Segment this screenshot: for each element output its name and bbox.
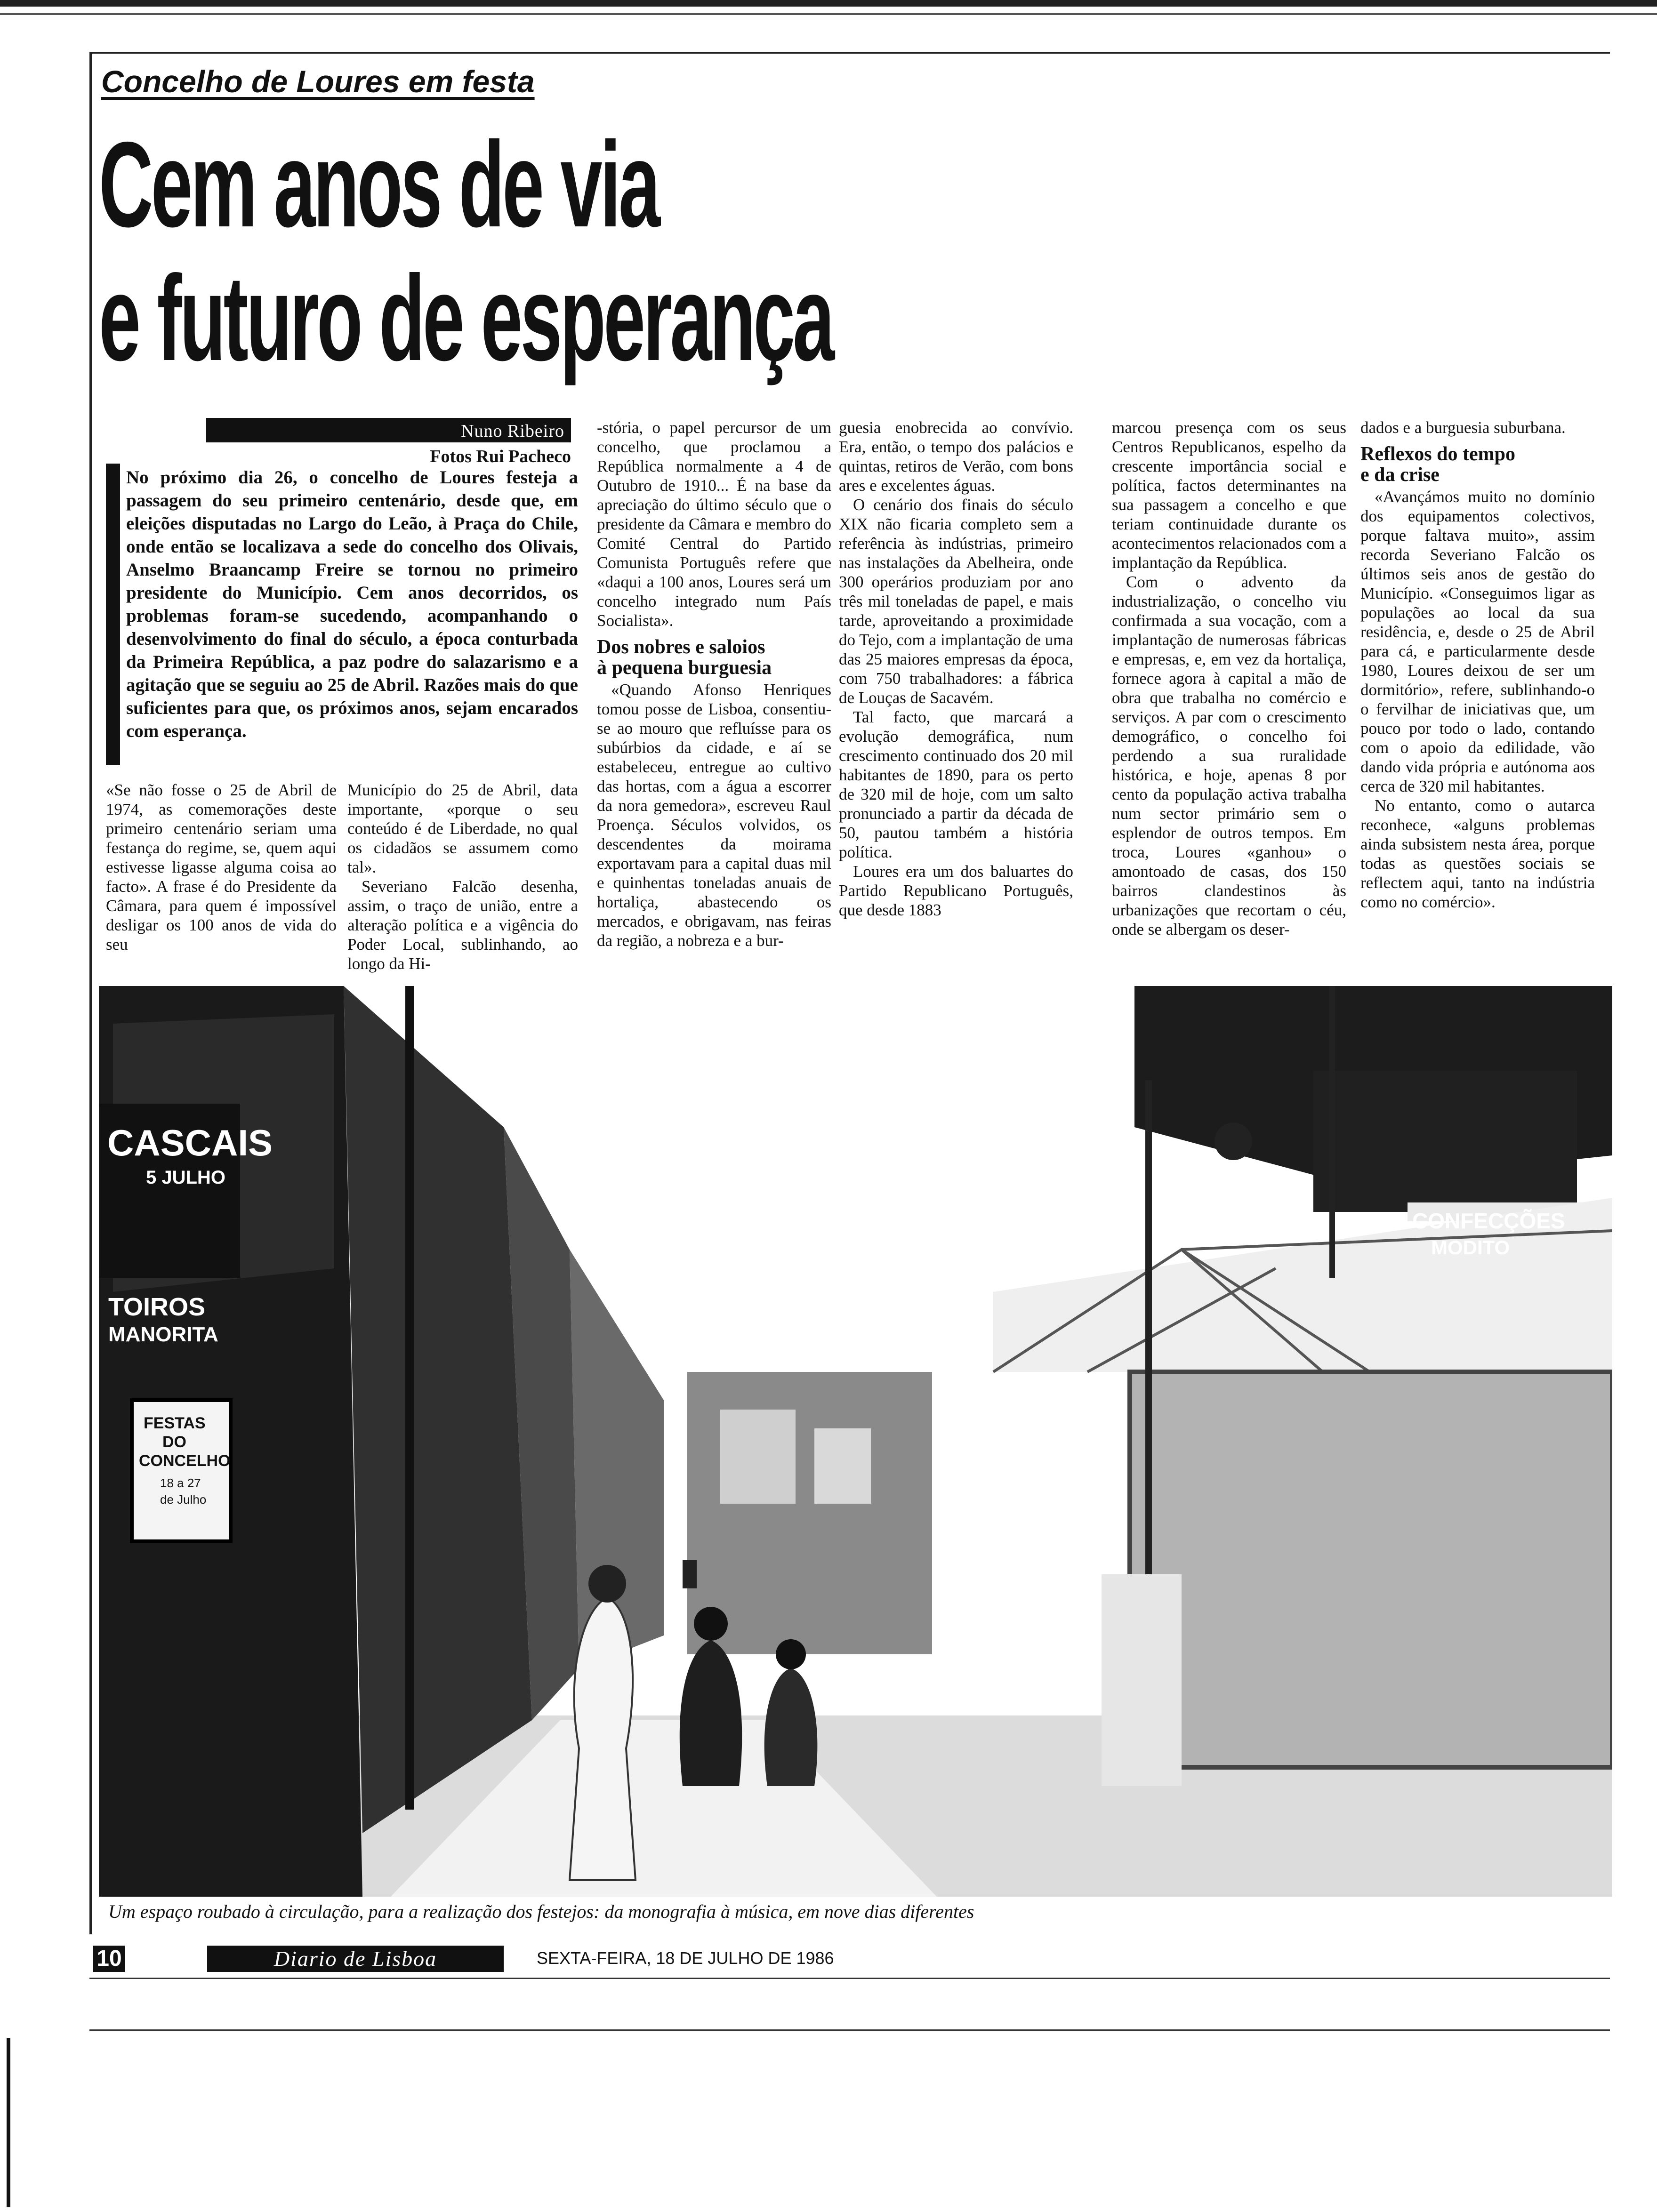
headline-line-1: Cem anos de via [99, 116, 659, 252]
street-photo [99, 986, 1612, 1897]
body-column-1b [347, 780, 578, 973]
subhead-line-1: Reflexos do tempo [1360, 443, 1515, 465]
poster-text: de Julho [160, 1492, 207, 1507]
poster-text: 18 a 27 [160, 1476, 201, 1490]
issue-date: SEXTA-FEIRA, 18 DE JULHO DE 1986 [537, 1948, 834, 1968]
body-paragraph: Tal facto, que marcará a evolução demográfica, num crescimento continuado dos 20 mil habitantes de 1890, para os perto de 320 mil de hoje, com um salto pronunciado a partir da década de 50, pautou também a história política. [839, 708, 1073, 861]
photo-credit: Fotos Rui Pacheco [430, 447, 571, 466]
subhead [1360, 444, 1595, 485]
footer-rule [89, 1978, 1610, 1979]
poster-text: FESTAS [144, 1414, 206, 1432]
headline-line-2: e futuro de esperança [99, 250, 833, 386]
body-paragraph: dados e a burguesia suburbana. [1360, 418, 1566, 437]
poster-text: DO [162, 1433, 186, 1451]
bottom-rule [89, 2029, 1610, 2031]
byline-author: Nuno Ribeiro [461, 421, 564, 441]
body-paragraph: «Quando Afonso Henriques tomou posse de Lisboa, consentiu-se ao mouro que refluísse para os subúrbios da cidade, e aí se estabeleceu, entregue ao cultivo das hortas, com a água a escorrer da nora gemedora», escreveu Raul Proença. Séculos volvidos, os descendentes da moirama exportavam para a capital duas mil e quinhentas toneladas anuais de hortaliça, abastecendo os mercados, e obrigavam, nas feiras da região, a nobreza e a bur- [597, 681, 831, 950]
lead-marker [106, 464, 120, 765]
body-paragraph: No entanto, como o autarca reconhece, «alguns problemas ainda subsistem nesta área, porque todas as questões sociais se reflectem aqui, tanto na indústria como no comércio». [1360, 796, 1595, 911]
photo-sign-text: TOIROS [108, 1293, 206, 1321]
subhead [597, 637, 831, 678]
poster-text: CONCELHO [139, 1452, 231, 1470]
subhead-line-1: Dos nobres e saloios [597, 636, 765, 658]
body-column-3 [839, 418, 1073, 920]
headline [99, 118, 832, 385]
page-footer [89, 1942, 834, 1976]
photo-sign-text: 5 JULHO [146, 1167, 225, 1188]
subhead-line-2: e da crise [1360, 464, 1440, 486]
byline-bar [206, 418, 571, 442]
body-column-5 [1360, 418, 1595, 912]
body-paragraph: «Se não fosse o 25 de Abril de 1974, as comemorações deste primeiro centenário seriam uma festança do regime, se, quem aqui estivesse ligasse alguma coisa ao facto». A frase é do Presidente da Câmara, para quem é impossível desligar os 100 anos de vida do seu [106, 781, 337, 954]
body-paragraph: -stória, o papel percursor de um concelho, que proclamou a República normalmente a 4 de Outubro de 1910... É na base da apreciação do último século que o presidente da Câmara e membro do Comité Central do Partido Comunista Português refere que «daqui a 100 anos, Loures será um concelho integrado num País Socialista». [597, 418, 831, 630]
photo-caption: Um espaço roubado à circulação, para a realização dos festejos: da monografia à música, em nove dias diferentes [108, 1901, 974, 1922]
lead-paragraph: No próximo dia 26, o concelho de Loures festeja a passagem do seu primeiro centenário, desde que, em eleições disputadas no Largo do Leão, à Praça do Chile, onde então se localizava a sede do concelho dos Olivais, Anselmo Braancamp Freire se tornou no primeiro presidente do Município. Cem anos decorridos, os problemas foram-se sucedendo, acompanhando o desenvolvimento do final do século, a época conturbada da Primeira República, a paz podre do salazarismo e a agitação que se seguiu ao 25 de Abril. Razões mais do que suficientes para que, os próximos anos, sejam encarados com esperança. [126, 467, 578, 741]
kicker: Concelho de Loures em festa [101, 64, 535, 99]
photo-sign-text: MODITO [1431, 1236, 1510, 1258]
body-paragraph: Município do 25 de Abril, data importante, «porque o seu conteúdo é de Liberdade, no qual os cidadãos se assumem como tal». [347, 781, 578, 876]
body-column-2 [597, 418, 831, 950]
page-number: 10 [93, 1946, 125, 1972]
newspaper-name: Diario de Lisboa [207, 1946, 504, 1972]
top-rule-thin [0, 13, 1657, 15]
body-column-1a [106, 780, 337, 954]
scan-edge-mark [7, 2038, 10, 2207]
body-paragraph: O cenário dos finais do século XIX não ficaria completo sem a referência às indústrias, primeiro nas instalações da Abelheira, onde 300 operários produziam por ano três mil toneladas de papel, e mais tarde, aproveitando a proximidade do Tejo, com a implantação de uma das 25 maiores empresas da época, com 750 trabalhadores: a fábrica de Louças de Sacavém. [839, 496, 1073, 707]
body-paragraph: marcou presença com os seus Centros Republicanos, espelho da crescente importância social e política, factos determinantes na sua passagem a concelho e que teriam continuidade durante os acontecimentos relacionados com a implantação da República. [1112, 418, 1346, 572]
body-paragraph: Severiano Falcão desenha, assim, o traço de união, entre a alteração política e a vigência do Poder Local, sublinhando, ao longo da Hi- [347, 877, 578, 973]
body-paragraph: guesia enobrecida ao convívio. Era, então, o tempo dos palácios e quintas, retiros de Verão, com bons ares e excelentes águas. [839, 418, 1073, 495]
article-frame-top [89, 52, 1610, 54]
article-frame-left [89, 52, 92, 1934]
subhead-line-2: à pequena burguesia [597, 657, 772, 679]
photo-sign-text: CASCAIS [107, 1122, 273, 1163]
photo-sign-text: CONFECÇÕES [1412, 1209, 1565, 1233]
photo-sign-text: MANORITA [108, 1323, 218, 1346]
body-column-4 [1112, 418, 1346, 939]
body-paragraph: Com o advento da industrialização, o concelho viu confirmada a sua vocação, com a implantação de numerosas fábricas e empresas, e, em vez da hortaliça, fornece agora à capital a mão de obra que trabalha no comércio e serviços. A par com o crescimento demográfico, o concelho foi perdendo a sua ruralidade histórica, e hoje, apenas 8 por cento da população activa trabalha num sector primário sem o esplendor de outros tempos. Em troca, Loures «ganhou» o amontoado de casas, dos 150 bairros clandestinos às urbanizações que recortam o céu, onde se albergam os deser- [1112, 573, 1346, 938]
body-paragraph: Loures era um dos baluartes do Partido Republicano Português, que desde 1883 [839, 862, 1073, 919]
body-paragraph: «Avançámos muito no domínio dos equipamentos colectivos, porque faltava muito», assim recorda Severiano Falcão os últimos seis anos de gestão do Município. «Conseguimos ligar as populações ao local da sua residência, e, desde o 25 de Abril para cá, e particularmente desde 1980, Loures deixou de ser um dormitório», refere, sublinhando-o o fervilhar de iniciativas que, um pouco por todo o lado, contando com o apoio da edilidade, vão dando vida própria e autónoma aos cerca de 320 mil habitantes. [1360, 488, 1595, 795]
top-rule [0, 0, 1657, 7]
